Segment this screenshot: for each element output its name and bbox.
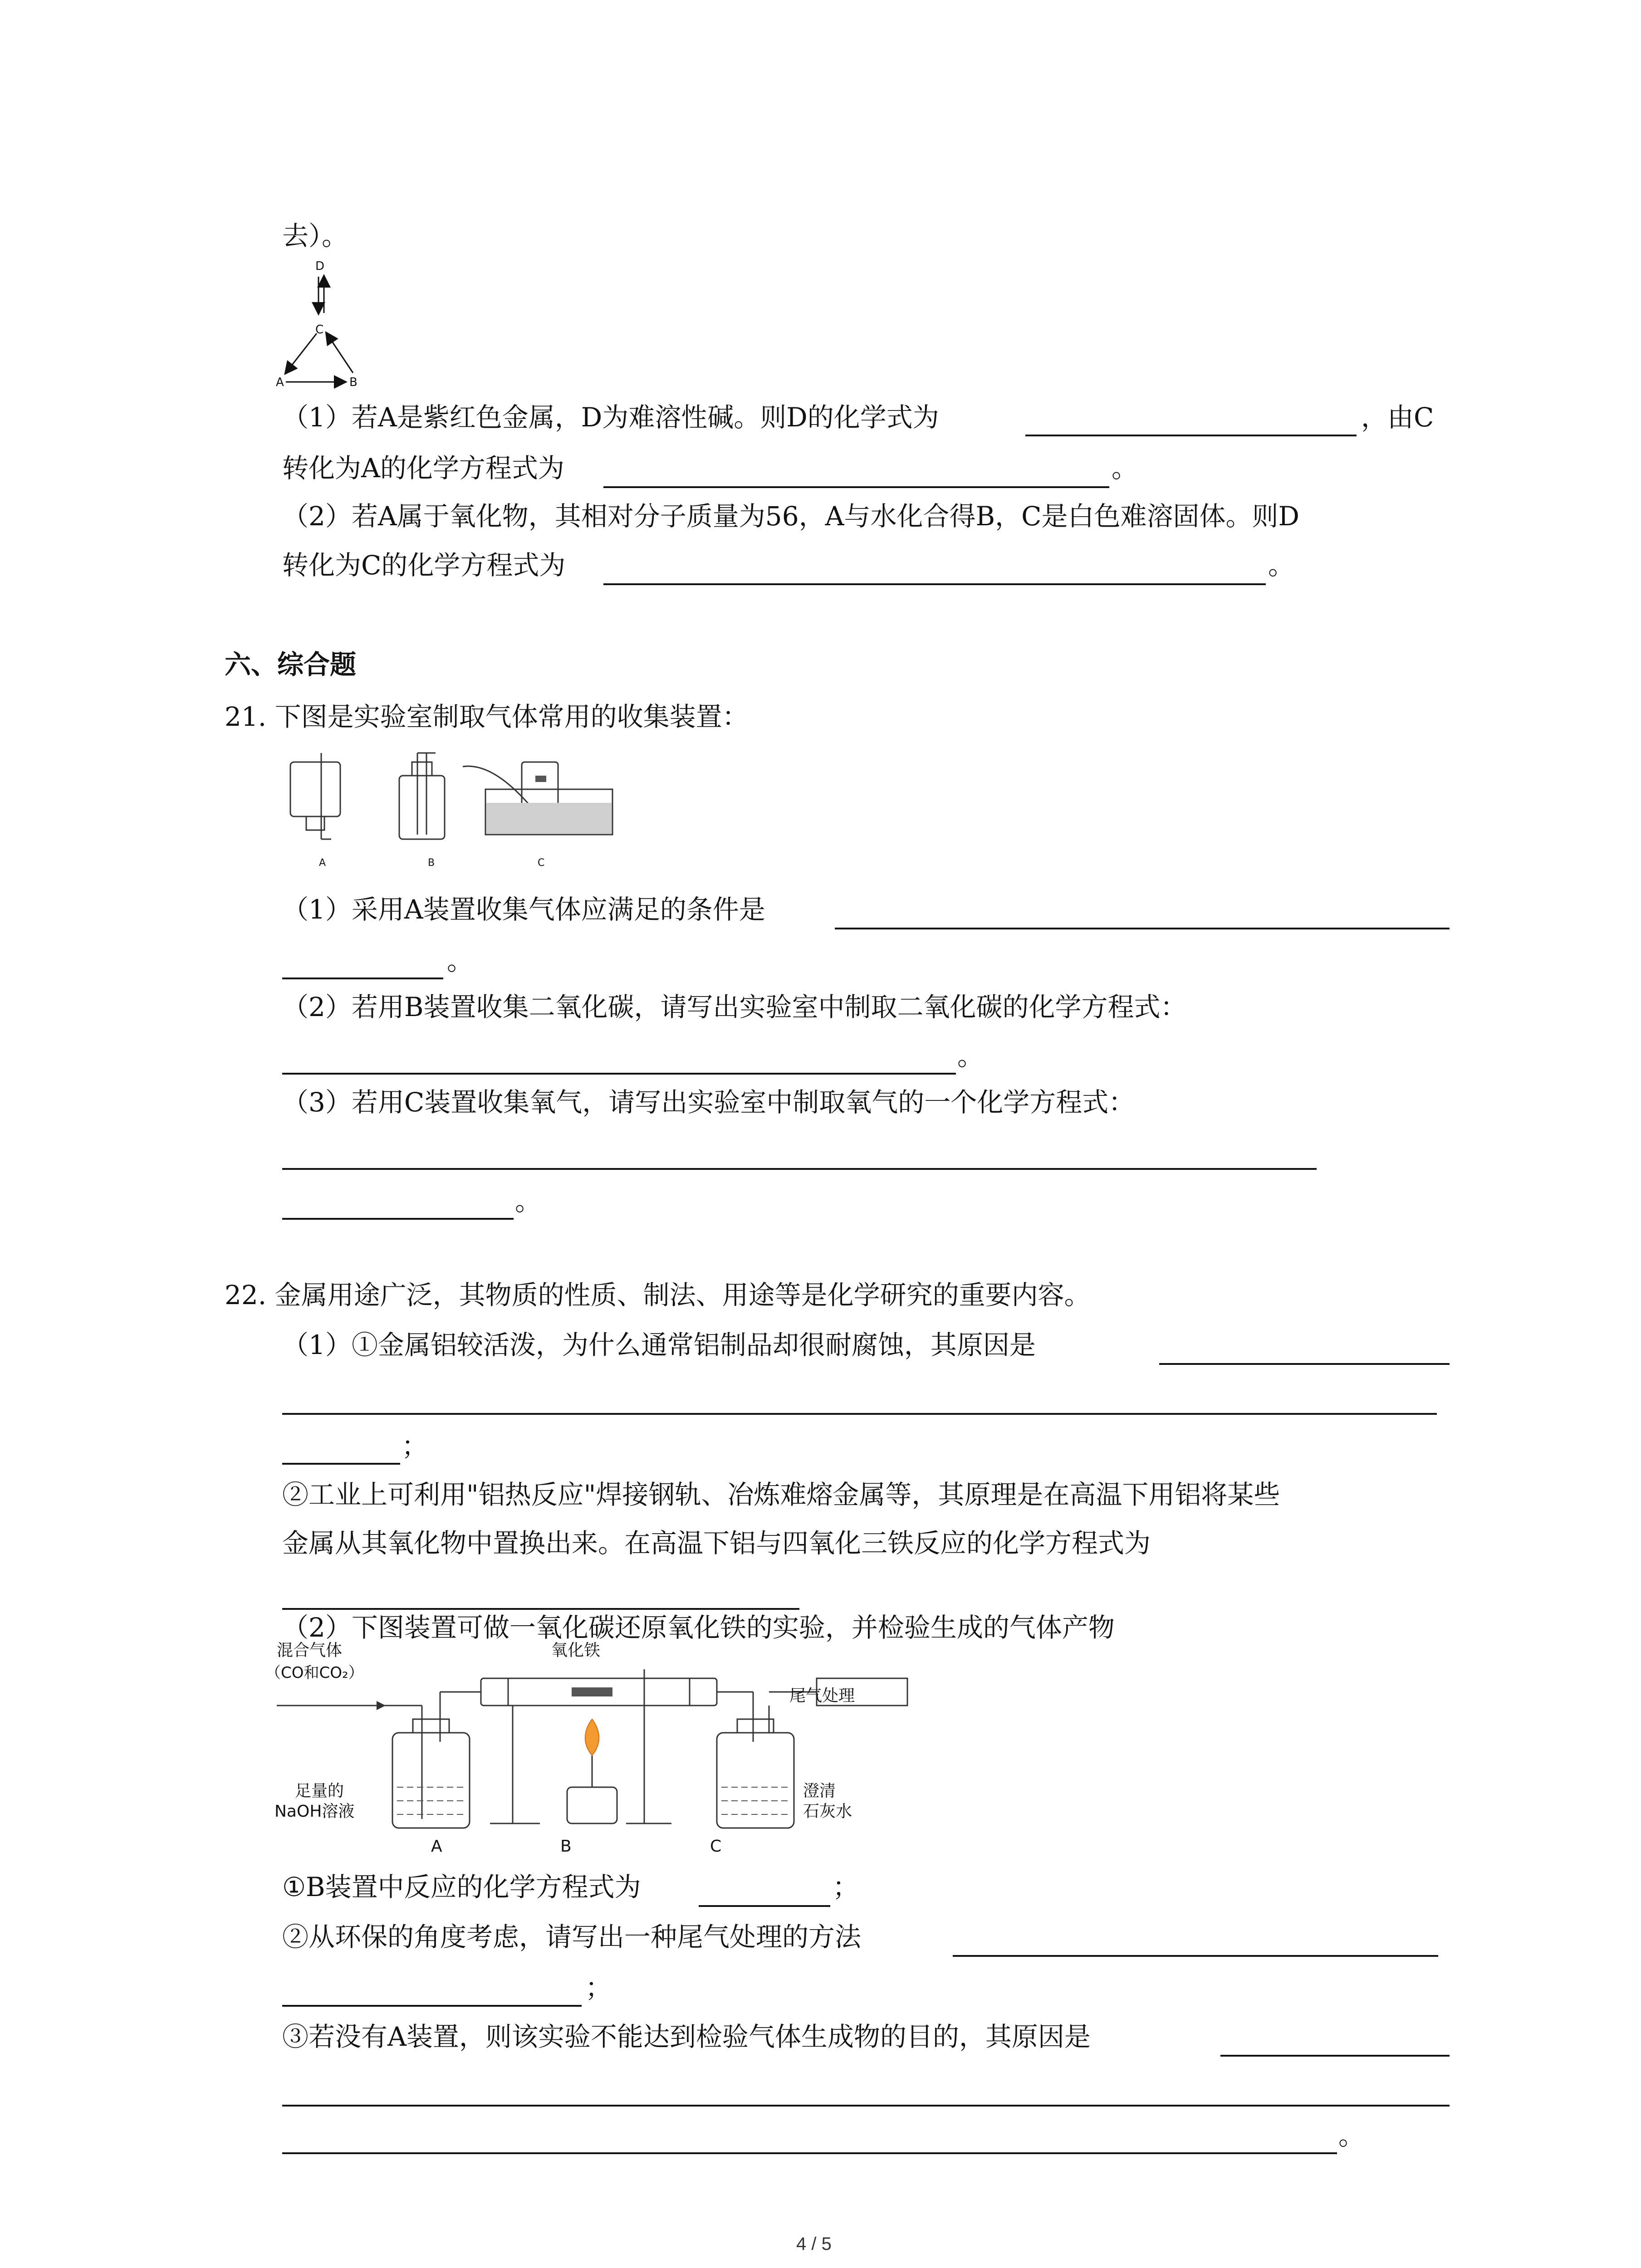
q20-answer-blank-3[interactable]: [603, 583, 1266, 585]
label-apparatus-b: B: [560, 1837, 572, 1856]
q20-part1-line1-tail: ，由C: [1361, 402, 1434, 433]
diagram-label-d: D: [315, 259, 325, 273]
q22-answer-blank-s1[interactable]: [699, 1905, 830, 1907]
q22-answer-blank-1b[interactable]: [282, 1413, 1437, 1415]
page-number: 4 / 5: [796, 2234, 832, 2254]
label-iron-oxide: 氧化铁: [551, 1641, 601, 1660]
diagram-label-c: C: [315, 323, 324, 337]
q22-answer-blank-s2a[interactable]: [953, 1955, 1438, 1957]
q20-part1-line2-end: 。: [1112, 453, 1138, 484]
label-mixed-gas: 混合气体: [277, 1641, 343, 1660]
device-label-c: C: [538, 857, 545, 869]
q21-answer-blank-3b[interactable]: [282, 1218, 514, 1220]
q21-stem: 21. 下图是实验室制取气体常用的收集装置：: [225, 701, 749, 732]
q21-answer-blank-2[interactable]: [282, 1073, 956, 1075]
q22-part2-s1: ①B装置中反应的化学方程式为: [282, 1872, 641, 1902]
q22-answer-blank-s3b[interactable]: [282, 2105, 1450, 2107]
q22-part2-s3-end: 。: [1338, 2120, 1365, 2151]
q22-part2-intro: （2）下图装置可做一氧化碳还原氧化铁的实验，并检验生成的气体产物: [282, 1612, 1115, 1643]
q21-part1: （1）采用A装置收集气体应满足的条件是: [282, 894, 765, 925]
collection-devices-figure: [281, 744, 626, 857]
q22-part1-q1: （1）①金属铝较活泼，为什么通常铝制品却很耐腐蚀，其原因是: [282, 1330, 1036, 1360]
q22-part1-q2-line1: ②工业上可利用"铝热反应"焊接钢轨、冶炼难熔金属等，其原理是在高温下用铝将某些: [282, 1479, 1280, 1510]
q22-part2-s2-end: ；: [585, 1972, 612, 2003]
q20-part2-line1: （2）若A属于氧化物，其相对分子质量为56，A与水化合得B，C是白色难溶固体。则D: [282, 501, 1299, 532]
q21-part2-end: 。: [957, 1041, 984, 1071]
q22-part1-q2-line2: 金属从其氧化物中置换出来。在高温下铝与四氧化三铁反应的化学方程式为: [282, 1528, 1151, 1559]
q22-part1-q1-end: ；: [402, 1431, 428, 1461]
label-limewater-2: 石灰水: [803, 1802, 852, 1821]
q21-part2: （2）若用B装置收集二氧化碳，请写出实验室中制取二氧化碳的化学方程式：: [282, 992, 1187, 1022]
q21-answer-blank-3a[interactable]: [282, 1168, 1317, 1170]
q22-answer-blank-1c[interactable]: [282, 1463, 400, 1465]
label-tail-gas: 尾气处理: [789, 1686, 855, 1705]
q21-part1-end: 。: [447, 945, 474, 976]
label-naoh-2: NaOH溶液: [274, 1802, 355, 1821]
q21-part3-end: 。: [515, 1186, 542, 1217]
q21-part3: （3）若用C装置收集氧气，请写出实验室中制取氧气的一个化学方程式：: [282, 1087, 1135, 1118]
q20-part2-line2-end: 。: [1268, 550, 1295, 581]
q22-part2-s1-end: ；: [833, 1872, 859, 1902]
diagram-label-b: B: [349, 376, 358, 389]
label-naoh-1: 足量的: [295, 1782, 344, 1800]
q22-answer-blank-s2b[interactable]: [282, 2005, 582, 2007]
label-apparatus-a: A: [431, 1837, 442, 1856]
q21-answer-blank-1b[interactable]: [282, 978, 443, 979]
q21-answer-blank-1a[interactable]: [835, 928, 1450, 929]
q22-answer-blank-s3c[interactable]: [282, 2152, 1337, 2154]
q22-stem: 22. 金属用途广泛，其物质的性质、制法、用途等是化学研究的重要内容。: [225, 1280, 1091, 1310]
q22-part2-s3: ③若没有A装置，则该实验不能达到检验气体生成物的目的，其原因是: [282, 2021, 1091, 2052]
device-label-b: B: [428, 857, 435, 869]
label-mixed-gas-sub: （CO和CO₂）: [265, 1664, 364, 1682]
q22-answer-blank-s3a[interactable]: [1220, 2055, 1450, 2057]
device-label-a: A: [319, 857, 326, 869]
intro-tail: 去）。: [282, 220, 348, 251]
q22-part2-s2: ②从环保的角度考虑，请写出一种尾气处理的方法: [282, 1921, 862, 1952]
q20-answer-blank-2[interactable]: [603, 486, 1109, 488]
co-reduction-apparatus: [272, 1651, 907, 1860]
q22-answer-blank-1a[interactable]: [1159, 1363, 1450, 1365]
label-limewater-1: 澄清: [803, 1782, 836, 1800]
diagram-label-a: A: [276, 376, 284, 389]
q20-part1-line1: （1）若A是紫红色金属，D为难溶性碱。则D的化学式为: [282, 402, 939, 433]
label-apparatus-c: C: [710, 1837, 722, 1856]
q20-part2-line2: 转化为C的化学方程式为: [282, 550, 566, 581]
section-title: 六、综合题: [225, 649, 357, 680]
q20-answer-blank-1[interactable]: [1025, 435, 1357, 436]
q20-part1-line2: 转化为A的化学方程式为: [282, 453, 564, 484]
transformation-diagram: [272, 254, 372, 390]
